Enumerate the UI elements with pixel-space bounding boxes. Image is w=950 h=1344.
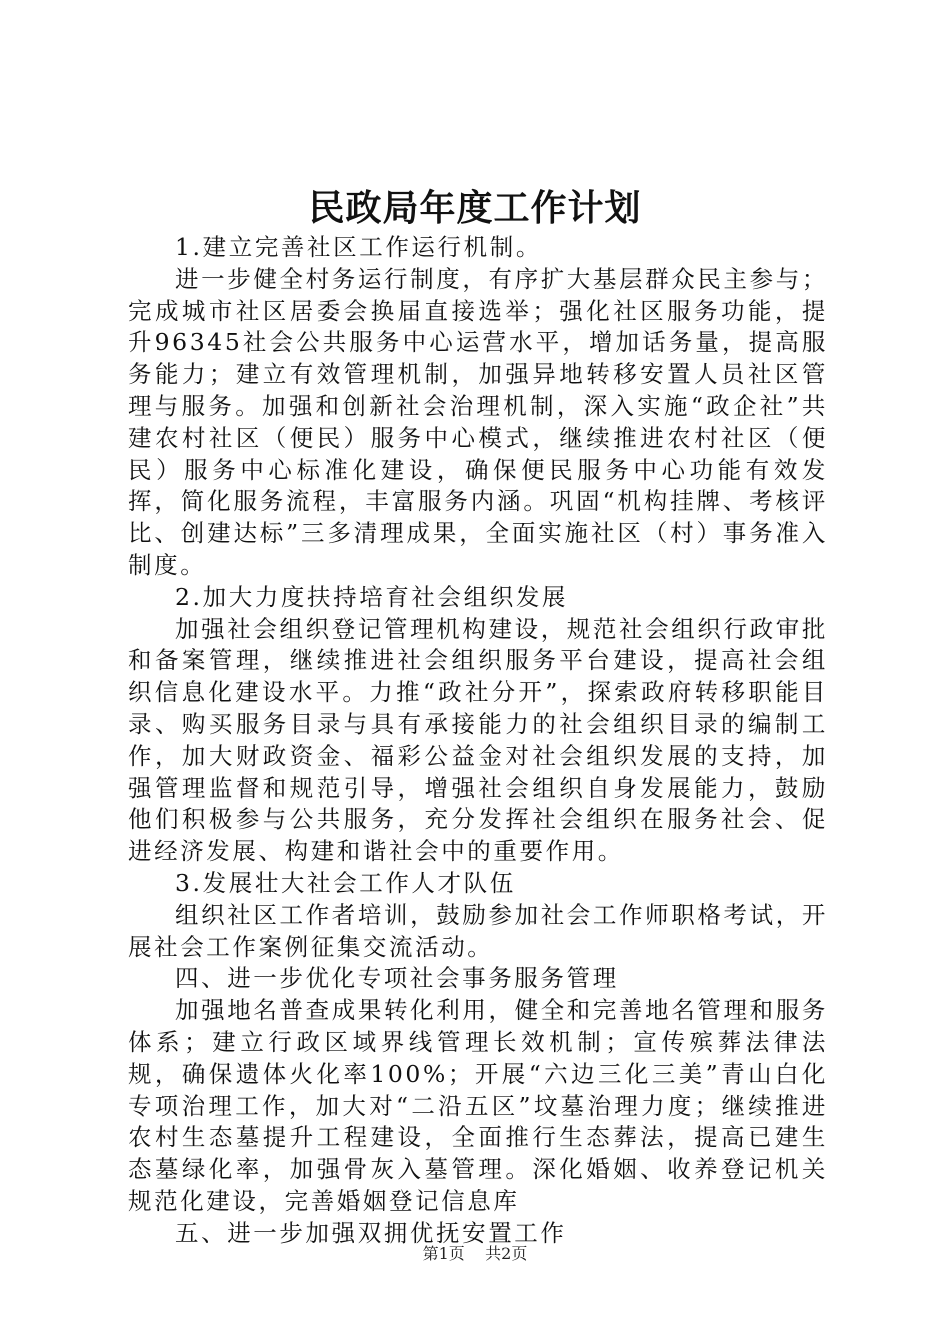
paragraph-3: 组织社区工作者培训，鼓励参加社会工作师职格考试，开展社会工作案例征集交流活动。	[128, 900, 828, 961]
section-heading-4: 四、进一步优化专项社会事务服务管理	[175, 964, 619, 993]
section-heading-3: 3.发展壮大社会工作人才队伍	[175, 868, 516, 897]
footer-spacer	[470, 1244, 480, 1263]
page-total: 共2页	[485, 1244, 528, 1263]
section-heading-5: 五、进一步加强双拥优抚安置工作	[175, 1218, 567, 1247]
page-footer	[0, 1243, 950, 1265]
section-heading-1: 1.建立完善社区工作运行机制。	[175, 233, 542, 261]
page-number: 第1页	[422, 1244, 465, 1263]
section-heading-2: 2.加大力度扶持培育社会组织发展	[175, 582, 569, 611]
paragraph-4: 加强地名普查成果转化利用，健全和完善地名管理和服务体系；建立行政区域界线管理长效机制；宣传殡葬法律法规，确保遗体火化率100%；开展“六边三化三美”青山白化专项治理工作，加大对“二沿五区”坟墓治理力度；继续推进农村生态墓提升工程建设，全面推行生态葬法，提高已建生态墓绿化率，加强骨灰入墓管理。深化婚姻、收养登记机关规范化建设，完善婚姻登记信息库	[128, 996, 828, 1215]
paragraph-2: 加强社会组织登记管理机构建设，规范社会组织行政审批和备案管理，继续推进社会组织服务平台建设，提高社会组织信息化建设水平。力推“政社分开”，探索政府转移职能目录、购买服务目录与具有承接能力的社会组织目录的编制工作，加大财政资金、福彩公益金对社会组织发展的支持，加强管理监督和规范引导，增强社会组织自身发展能力，鼓励他们积极参与公共服务，充分发挥社会组织在服务社会、促进经济发展、构建和谐社会中的重要作用。	[128, 614, 828, 866]
document-title: 民政局年度工作计划	[308, 187, 642, 229]
paragraph-1: 进一步健全村务运行制度，有序扩大基层群众民主参与；完成城市社区居委会换届直接选举；强化社区服务功能，提升96345社会公共服务中心运营水平，增加话务量，提高服务能力；建立有效管理机制，加强异地转移安置人员社区管理与服务。加强和创新社会治理机制，深入实施“政企社”共建农村社区（便民）服务中心模式，继续推进农村社区（便民）服务中心标准化建设，确保便民服务中心功能有效发挥，简化服务流程，丰富服务内涵。巩固“机构挂牌、考核评比、创建达标”三多清理成果，全面实施社区（村）事务准入制度。	[128, 264, 828, 579]
document-body	[128, 232, 828, 1250]
